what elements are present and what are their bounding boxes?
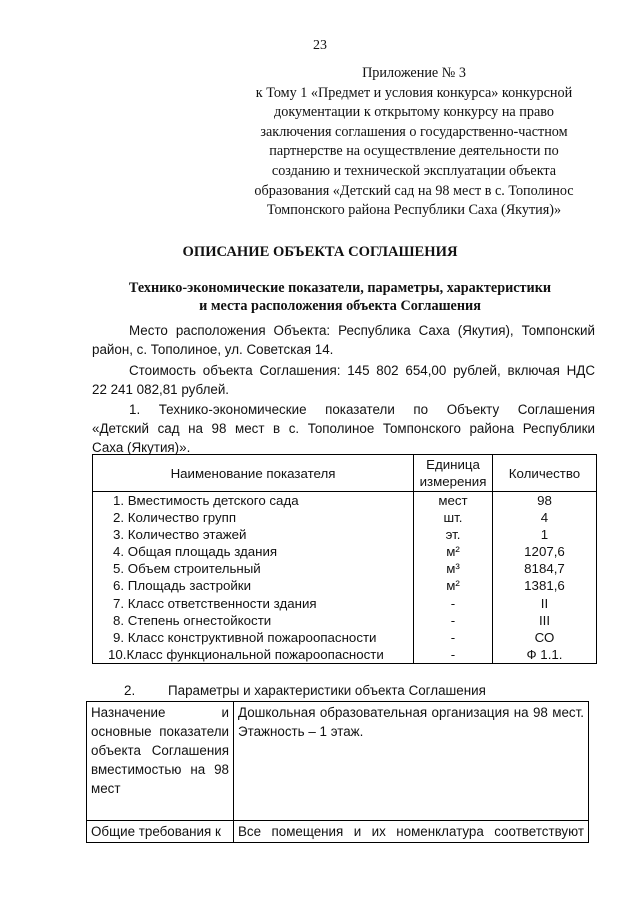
annex-title: Приложение № 3 [362, 65, 466, 81]
sub-title-line: и места расположения объекта Соглашения [199, 298, 481, 314]
indicator-qty: 1381,6 [493, 577, 597, 594]
location-paragraph [92, 321, 595, 359]
section1-paragraph [92, 400, 595, 457]
indicator-name: 1. Вместимость детского сада [93, 492, 414, 510]
paragraph-line: Место расположения Объекта: Республика Саха (Якутия), Томпонский [129, 323, 595, 338]
indicator-qty: 8184,7 [493, 560, 597, 577]
table-header-row [93, 455, 597, 492]
column-header-qty: Количество [493, 455, 597, 492]
annex-line: Томпонского района Республики Саха (Якутия)» [266, 202, 562, 219]
indicator-unit: шт. [414, 509, 493, 526]
parameters-table [86, 701, 589, 843]
indicators-table [92, 454, 597, 664]
indicator-qty: III [493, 612, 597, 629]
indicator-qty: 1207,6 [493, 543, 597, 560]
column-header-name: Наименование показателя [93, 455, 414, 492]
indicator-qty: 4 [493, 509, 597, 526]
table-row [87, 702, 589, 821]
table-row [93, 526, 597, 543]
sub-title [70, 279, 610, 315]
section2-heading [124, 683, 604, 698]
indicator-unit: эт. [414, 526, 493, 543]
annex-line: образования «Детский сад на 98 мест в с. Тополинос [254, 182, 574, 199]
paragraph-line: Стоимость объекта Соглашения: 145 802 654,00 рублей, включая НДС [129, 363, 595, 378]
section2-number: 2. [124, 683, 136, 698]
table-row [93, 629, 597, 646]
indicator-unit: мест [414, 492, 493, 510]
table-row [93, 577, 597, 594]
sub-title-line: Технико-экономические показатели, параметры, характеристики [128, 280, 552, 296]
indicator-qty: 98 [493, 492, 597, 510]
indicator-qty: II [493, 595, 597, 612]
paragraph-line: 22 241 082,81 рублей. [92, 382, 230, 397]
paragraph-line: район, с. Тополиное, ул. Советская 14. [92, 342, 334, 357]
table-row [93, 509, 597, 526]
annex-line: созданию и технической эксплуатации объекта [271, 162, 557, 179]
indicator-name: 6. Площадь застройки [93, 577, 414, 594]
annex-block [238, 64, 590, 221]
parameter-value: Все помещения и их номенклатура соответствуют [234, 821, 589, 843]
indicator-name: 10.Класс функциональной пожароопасности [93, 646, 414, 664]
table-row [93, 595, 597, 612]
indicator-qty: Ф 1.1. [493, 646, 597, 664]
indicator-name: 4. Общая площадь здания [93, 543, 414, 560]
table-row [87, 821, 589, 843]
indicator-name: 7. Класс ответственности здания [93, 595, 414, 612]
indicator-unit: - [414, 612, 493, 629]
parameter-label: Назначение и основные показатели объекта Соглашения вместимостью на 98 мест [87, 702, 234, 821]
page-number: 23 [313, 38, 327, 53]
indicator-unit: - [414, 646, 493, 664]
cost-paragraph [92, 361, 595, 399]
indicator-name: 3. Количество этажей [93, 526, 414, 543]
indicator-unit: - [414, 629, 493, 646]
indicator-unit: м² [414, 543, 493, 560]
parameter-value: Дошкольная образовательная организация на 98 мест. Этажность – 1 этаж. [234, 702, 589, 821]
indicator-unit: м³ [414, 560, 493, 577]
paragraph-line: Саха (Якутия)». [92, 440, 191, 455]
annex-line: заключения соглашения о государственно-частном [260, 123, 568, 140]
annex-line: к Тому 1 «Предмет и условия конкурса» конкурсной [255, 84, 573, 101]
column-header-unit: Единица измерения [414, 455, 493, 492]
indicator-unit: - [414, 595, 493, 612]
table-row [93, 612, 597, 629]
paragraph-line: 1. Технико-экономические показатели по Объекту Соглашения [129, 402, 595, 417]
indicator-qty: СО [493, 629, 597, 646]
indicator-unit: м² [414, 577, 493, 594]
indicator-name: 8. Степень огнестойкости [93, 612, 414, 629]
main-title: ОПИСАНИЕ ОБЪЕКТА СОГЛАШЕНИЯ [182, 244, 458, 260]
annex-line: партнерстве на осуществление деятельности по [269, 143, 559, 160]
section2-title: Параметры и характеристики объекта Соглашения [168, 683, 486, 698]
annex-line: документации к открытому конкурсу на право [274, 104, 554, 121]
table-row [93, 560, 597, 577]
indicator-name: 5. Объем строительный [93, 560, 414, 577]
indicator-qty: 1 [493, 526, 597, 543]
indicator-name: 9. Класс конструктивной пожароопасности [93, 629, 414, 646]
parameter-label: Общие требования к [87, 821, 234, 843]
indicator-name: 2. Количество групп [93, 509, 414, 526]
table-row [93, 646, 597, 664]
paragraph-line: «Детский сад на 98 мест в с. Тополиное Томпонского района Республики [92, 421, 595, 436]
table-row [93, 543, 597, 560]
table-row [93, 492, 597, 510]
